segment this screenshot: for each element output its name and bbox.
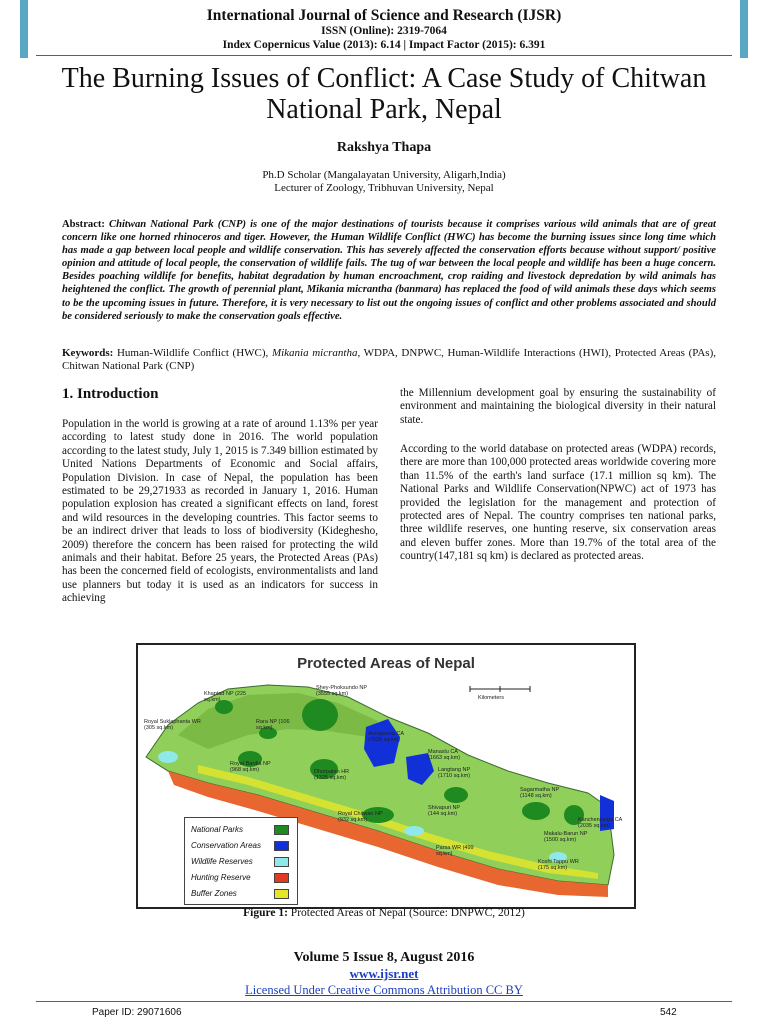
journal-title: International Journal of Science and Research (IJSR) — [206, 7, 562, 24]
map-label-kanchenjunga: Kanchenjunga CA (2035 sq.km) — [578, 817, 623, 829]
keywords-label: Keywords: — [62, 347, 114, 359]
caption-label: Figure 1: — [243, 907, 288, 919]
legend-item-hunting-reserve — [191, 872, 293, 884]
map-label-parsa: Parsa WR (499 sq.km) — [436, 845, 474, 857]
map-legend — [184, 817, 298, 905]
map-label-annapurna: Annapurna CA (7629 sq.km) — [368, 731, 404, 743]
paper-id: Paper ID: 29071606 — [92, 1007, 182, 1018]
legend-swatch — [274, 841, 289, 851]
legend-item-conservation-areas — [191, 840, 293, 852]
keywords-part1: Human-Wildlife Conflict (HWC), — [116, 347, 269, 359]
intro-right-paragraph-1: the Millennium development goal by ensuring the sustainability of environment and maintaining the biological diversity in their natural state. — [400, 387, 716, 426]
keywords-italic-term: Mikania micrantha — [271, 347, 358, 359]
map-label-makalu-barun: Makalu-Barun NP (1500 sq.km) — [544, 831, 588, 843]
header-rule — [36, 55, 732, 56]
journal-issn: ISSN (Online): 2319-7064 — [321, 25, 447, 37]
map-label-dhorpatan: Dhorpatan HR (1325 sq.km) — [314, 769, 350, 781]
author-affiliation-1: Ph.D Scholar (Mangalayatan University, Aligarh,India) — [262, 169, 506, 181]
journal-index: Index Copernicus Value (2013): 6.14 | Impact Factor (2015): 6.391 — [222, 39, 546, 51]
footer-volume: Volume 5 Issue 8, August 2016 — [293, 950, 475, 965]
paper-title: The Burning Issues of Conflict: A Case Study of Chitwan National Park, Nepal — [61, 63, 707, 125]
map-label-sagarmatha: Sagarmatha NP (1148 sq.km) — [520, 787, 560, 799]
figure-map — [136, 643, 636, 909]
legend-item-buffer-zones — [191, 888, 293, 900]
legend-label: National Parks — [191, 825, 244, 834]
footer-license-link[interactable]: Licensed Under Creative Commons Attribution CC BY — [245, 983, 523, 997]
map-label-rara: Rara NP (106 sq.km) — [256, 719, 290, 731]
legend-label: Hunting Reserve — [191, 873, 251, 882]
abstract-text: Chitwan National Park (CNP) is one of the major destinations of tourists because it comprises various wild animals that are of great concern like one horned rhinoceros and tiger. However, the Human Wildlife Conflict (HWC) has become the burning issues since long time which has made a gap between local people and wildlife conservation. This has severely affected the conservation efforts because without support/ positive opinion and attitude of local people, the conservation of wildlife fails. The tug of war between the local people and wildlife has been a huge concern. Besides poaching wildlife for benefits, habitat degradation by human encroachment, crop raiding and livestock depredation by wild animals has heightened the conflict. The growth of perennial plant, Mikania micrantha (banmara) has replaced the food of wild animals these days which seems to be the upcoming issues in future. Therefore, it is very necessary to list out the ongoing issues of conflict and other problems associated and should be considered seriously to make the conservation goals effective. — [62, 219, 716, 322]
legend-swatch — [274, 873, 289, 883]
suklaphanta-wr-area — [158, 751, 178, 763]
footer-rule — [36, 1001, 732, 1002]
legend-swatch — [274, 825, 289, 835]
map-label-shivapuri: Shivapuri NP (144 sq.km) — [428, 805, 460, 817]
figure-caption — [0, 907, 768, 919]
map-scale-bar — [470, 686, 530, 692]
legend-label: Conservation Areas — [191, 841, 261, 850]
map-label-bardia: Royal Bardia NP (968 sq.km) — [230, 761, 271, 773]
map-label-manaslu: Manaslu CA (1663 sq.km) — [428, 749, 461, 761]
legend-item-wildlife-reserves — [191, 856, 293, 868]
keywords-part2: , WDPA, DNPWC, Human-Wildlife Interactions (HWI), Protected Areas (PAs), Chitwan National Park (CNP) — [62, 347, 716, 372]
map-label-langtang: Langtang NP (1710 sq.km) — [438, 767, 471, 779]
map-title: Protected Areas of Nepal — [297, 655, 475, 672]
legend-swatch — [274, 889, 289, 899]
map-label-koshi-tappu: Koshi Tappu WR (175 sq.km) — [538, 859, 579, 871]
section-heading: 1. Introduction — [62, 386, 159, 402]
shey-phoksundo-np-area — [302, 699, 338, 731]
map-label-suklaphanta: Royal Suklaphanta WR (305 sq.km) — [144, 719, 201, 731]
intro-right-paragraph-2: According to the world database on protected areas (WDPA) records, there are more than 100,000 protected areas worldwide covering more than 11.5% of the earth's land surface (17.1 million sq km). The National Parks and Wildlife Conservation(NPWC) act of 1973 has provided the legislation for the management and protection of protected ares of Nepal. The country comprises ten national parks, three wildlife reserves, one hunting reserve, six conservation areas and eleven buffer zones. More than 19.7% of the total area of the country(147,181 sq km) is declared as protected areas. — [400, 443, 716, 563]
abstract — [62, 218, 716, 323]
footer-url-link[interactable]: www.ijsr.net — [349, 966, 419, 981]
sagarmatha-np-area — [522, 802, 550, 820]
legend-label: Buffer Zones — [191, 889, 237, 898]
langtang-np-area — [444, 787, 468, 803]
abstract-label: Abstract: — [62, 219, 105, 230]
keywords — [62, 347, 716, 373]
parsa-wr-area — [404, 826, 424, 836]
author-affiliation-2: Lecturer of Zoology, Tribhuvan University, Nepal — [274, 182, 494, 194]
paper-author: Rakshya Thapa — [336, 140, 432, 155]
page-number: 542 — [660, 1007, 677, 1018]
scale-label: Kilometers — [478, 695, 504, 701]
legend-label: Wildlife Reserves — [191, 857, 253, 866]
caption-text: Protected Areas of Nepal (Source: DNPWC, 2012) — [287, 907, 525, 919]
map-label-chitwan: Royal Chitwan NP (932 sq.km) — [338, 811, 383, 823]
legend-swatch — [274, 857, 289, 867]
intro-left-column: Population in the world is growing at a rate of around 1.13% per year according to latest study done in 2016. The world population according to the latest study, July 1, 2015 is 7.349 billion estimated by United Nations Departments of Economic and Social affairs, Population Division. In case of Nepal, the population has been estimated to be 29,271933 as recorded in January 1, 2016. Human population explosion has created a significant effects on land, forest and wild resources in the developing countries. This factor seems to be an indirect driver that leads to loss of biodiversity (Kideghesho, 2009) therefore the concern has been raised for protecting the wild animals and their habitat. Before 25 years, the Protected Areas (PAs) has been the concerned field of ecologists, environmentalists and land use planners but today it is used as an indicators for success in achieving — [62, 418, 378, 605]
map-label-shey-phoksundo: Shey-Phoksundo NP (3555 sq.km) — [316, 685, 367, 697]
map-label-khaptad: Khaptad NP (225 sq.km) — [204, 691, 247, 703]
legend-item-national-parks — [191, 824, 293, 836]
